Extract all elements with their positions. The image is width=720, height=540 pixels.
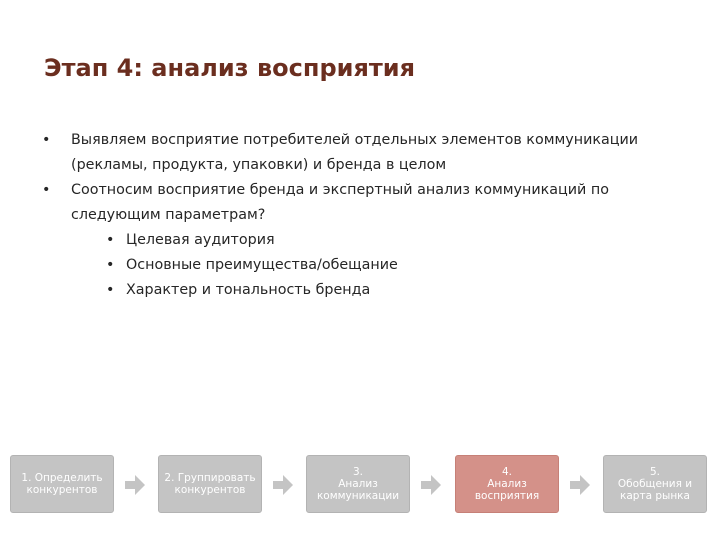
- step-label: 4. Анализ восприятия: [474, 466, 540, 502]
- sub-bullet-text: Основные преимущества/обещание: [126, 257, 398, 273]
- step-4-box: [455, 455, 559, 513]
- bullet-item: [42, 178, 682, 228]
- bullet-text: Соотносим восприятие бренда и экспертный анализ коммуникаций по следующим параметрам?: [71, 182, 609, 223]
- bullet-dot: •: [42, 182, 51, 198]
- sub-bullet-item: [106, 228, 682, 253]
- sub-bullet-list: [42, 228, 682, 303]
- process-steps: [0, 455, 720, 515]
- bullet-dot: •: [106, 282, 115, 298]
- sub-bullet-item: [106, 278, 682, 303]
- bullet-text: Выявляем восприятие потребителей отдельных элементов коммуникации (рекламы, продукта, упаковки) и бренда в целом: [71, 132, 639, 173]
- arrow-right-icon: [421, 475, 441, 495]
- step-label: 1. Определить конкурентов: [21, 472, 103, 496]
- sub-bullet-item: [106, 253, 682, 278]
- step-2-box: [158, 455, 262, 513]
- step-1-box: [10, 455, 114, 513]
- slide-title: Этап 4: анализ восприятия: [44, 54, 416, 82]
- bullet-item: [42, 128, 682, 178]
- bullet-dot: •: [42, 132, 51, 148]
- step-label: 3. Анализ коммуникации: [316, 466, 400, 502]
- step-5-box: [603, 455, 707, 513]
- step-label: 2. Группировать конкурентов: [164, 472, 256, 496]
- bullet-dot: •: [106, 257, 115, 273]
- arrow-right-icon: [570, 475, 590, 495]
- sub-bullet-text: Характер и тональность бренда: [126, 282, 371, 298]
- step-label: 5. Обобщения и карта рынка: [617, 466, 693, 502]
- bullet-list: [42, 128, 682, 303]
- arrow-right-icon: [273, 475, 293, 495]
- step-3-box: [306, 455, 410, 513]
- bullet-dot: •: [106, 232, 115, 248]
- arrow-right-icon: [125, 475, 145, 495]
- sub-bullet-text: Целевая аудитория: [126, 232, 275, 248]
